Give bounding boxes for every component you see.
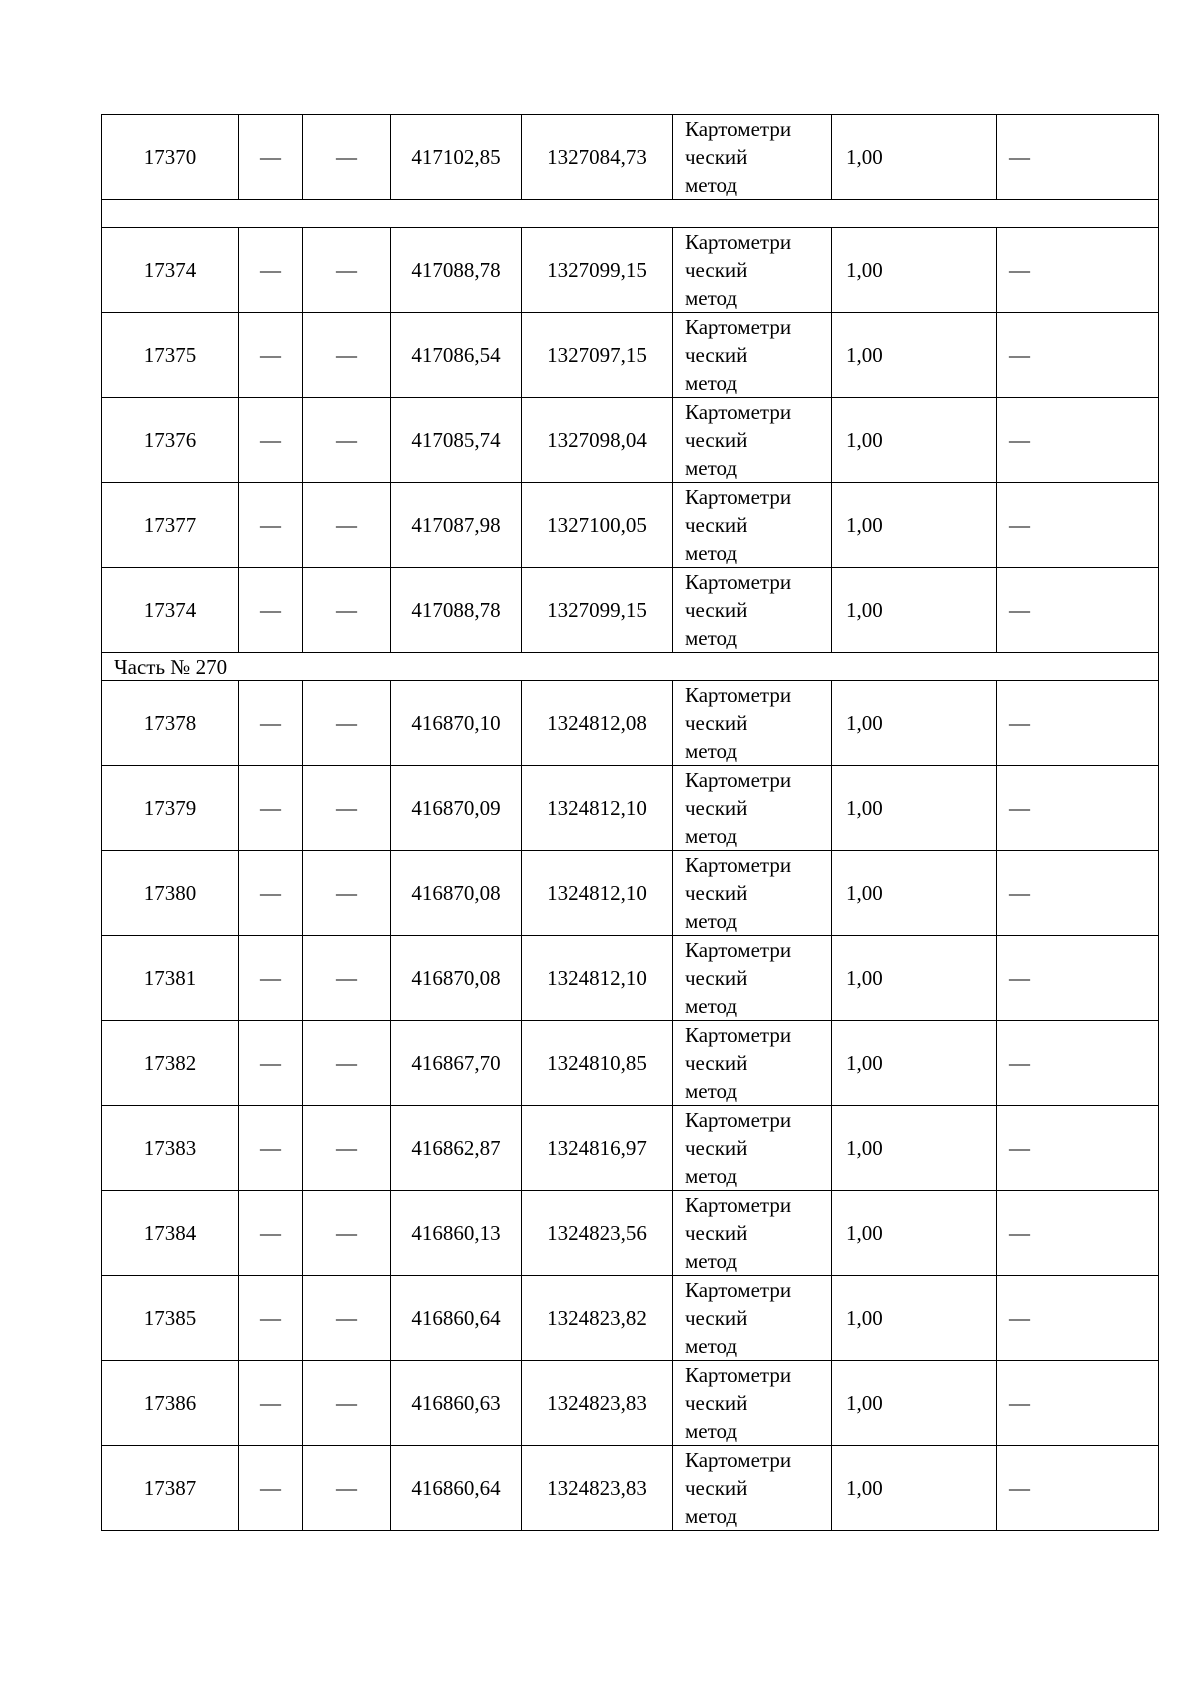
x-coordinate-cell: 417088,78 [391,568,522,653]
old-y-cell: — [303,681,391,766]
method-cell: Картометри ческий метод [673,681,832,766]
old-y-cell: — [303,851,391,936]
old-y-cell: — [303,766,391,851]
section-header-row [102,653,1159,681]
x-coordinate-cell: 416870,10 [391,681,522,766]
accuracy-cell: 1,00 [832,1191,997,1276]
x-coordinate-cell: 416860,13 [391,1191,522,1276]
point-number-cell: 17380 [102,851,239,936]
old-y-cell: — [303,1191,391,1276]
method-cell: Картометри ческий метод [673,766,832,851]
method-cell: Картометри ческий метод [673,398,832,483]
point-number-cell: 17387 [102,1446,239,1531]
description-cell: — [997,1361,1159,1446]
x-coordinate-cell: 417085,74 [391,398,522,483]
point-number-cell: 17377 [102,483,239,568]
accuracy-cell: 1,00 [832,766,997,851]
old-x-cell: — [239,115,303,200]
old-x-cell: — [239,1106,303,1191]
table-row [102,1361,1159,1446]
x-coordinate-cell: 416870,09 [391,766,522,851]
y-coordinate-cell: 1327098,04 [522,398,673,483]
method-cell: Картометри ческий метод [673,483,832,568]
description-cell: — [997,568,1159,653]
old-x-cell: — [239,228,303,313]
old-y-cell: — [303,1361,391,1446]
y-coordinate-cell: 1327099,15 [522,228,673,313]
coordinates-table [101,114,1159,1531]
x-coordinate-cell: 417087,98 [391,483,522,568]
old-y-cell: — [303,1446,391,1531]
old-y-cell: — [303,228,391,313]
table-row [102,1106,1159,1191]
method-cell: Картометри ческий метод [673,313,832,398]
method-cell: Картометри ческий метод [673,851,832,936]
accuracy-cell: 1,00 [832,115,997,200]
description-cell: — [997,1446,1159,1531]
point-number-cell: 17374 [102,568,239,653]
table-row [102,398,1159,483]
method-cell: Картометри ческий метод [673,1021,832,1106]
x-coordinate-cell: 417088,78 [391,228,522,313]
table-body [102,115,1159,1531]
x-coordinate-cell: 416860,64 [391,1276,522,1361]
x-coordinate-cell: 416870,08 [391,851,522,936]
accuracy-cell: 1,00 [832,228,997,313]
point-number-cell: 17374 [102,228,239,313]
y-coordinate-cell: 1327099,15 [522,568,673,653]
y-coordinate-cell: 1324823,82 [522,1276,673,1361]
description-cell: — [997,398,1159,483]
accuracy-cell: 1,00 [832,1276,997,1361]
accuracy-cell: 1,00 [832,1021,997,1106]
table-row [102,1021,1159,1106]
x-coordinate-cell: 416870,08 [391,936,522,1021]
description-cell: — [997,115,1159,200]
old-x-cell: — [239,936,303,1021]
x-coordinate-cell: 416860,63 [391,1361,522,1446]
x-coordinate-cell: 417086,54 [391,313,522,398]
point-number-cell: 17376 [102,398,239,483]
table-row [102,1276,1159,1361]
description-cell: — [997,1276,1159,1361]
point-number-cell: 17385 [102,1276,239,1361]
old-y-cell: — [303,1106,391,1191]
x-coordinate-cell: 417102,85 [391,115,522,200]
y-coordinate-cell: 1324812,08 [522,681,673,766]
accuracy-cell: 1,00 [832,681,997,766]
old-x-cell: — [239,1276,303,1361]
section-header-label: Часть № 270 [102,653,1159,681]
accuracy-cell: 1,00 [832,1361,997,1446]
old-x-cell: — [239,398,303,483]
old-y-cell: — [303,568,391,653]
blank-separator-cell [102,200,1159,228]
accuracy-cell: 1,00 [832,568,997,653]
method-cell: Картометри ческий метод [673,115,832,200]
table-row [102,568,1159,653]
table-row [102,766,1159,851]
description-cell: — [997,1106,1159,1191]
old-x-cell: — [239,1446,303,1531]
point-number-cell: 17370 [102,115,239,200]
method-cell: Картометри ческий метод [673,1361,832,1446]
point-number-cell: 17386 [102,1361,239,1446]
old-x-cell: — [239,1361,303,1446]
accuracy-cell: 1,00 [832,936,997,1021]
old-x-cell: — [239,313,303,398]
old-x-cell: — [239,681,303,766]
old-y-cell: — [303,1021,391,1106]
table-row [102,851,1159,936]
point-number-cell: 17384 [102,1191,239,1276]
point-number-cell: 17375 [102,313,239,398]
description-cell: — [997,681,1159,766]
description-cell: — [997,228,1159,313]
y-coordinate-cell: 1327100,05 [522,483,673,568]
y-coordinate-cell: 1324823,83 [522,1361,673,1446]
method-cell: Картометри ческий метод [673,1446,832,1531]
table-row [102,936,1159,1021]
y-coordinate-cell: 1324816,97 [522,1106,673,1191]
description-cell: — [997,936,1159,1021]
x-coordinate-cell: 416867,70 [391,1021,522,1106]
method-cell: Картометри ческий метод [673,228,832,313]
y-coordinate-cell: 1324823,56 [522,1191,673,1276]
y-coordinate-cell: 1324810,85 [522,1021,673,1106]
accuracy-cell: 1,00 [832,483,997,568]
point-number-cell: 17381 [102,936,239,1021]
table-row [102,1446,1159,1531]
table-row [102,1191,1159,1276]
x-coordinate-cell: 416860,64 [391,1446,522,1531]
old-y-cell: — [303,115,391,200]
old-x-cell: — [239,1021,303,1106]
table-row [102,115,1159,200]
point-number-cell: 17378 [102,681,239,766]
y-coordinate-cell: 1324812,10 [522,851,673,936]
old-y-cell: — [303,398,391,483]
accuracy-cell: 1,00 [832,313,997,398]
description-cell: — [997,851,1159,936]
old-x-cell: — [239,851,303,936]
table-row [102,313,1159,398]
old-x-cell: — [239,568,303,653]
point-number-cell: 17382 [102,1021,239,1106]
method-cell: Картометри ческий метод [673,1191,832,1276]
y-coordinate-cell: 1324823,83 [522,1446,673,1531]
method-cell: Картометри ческий метод [673,568,832,653]
table-row [102,228,1159,313]
description-cell: — [997,483,1159,568]
old-x-cell: — [239,1191,303,1276]
old-x-cell: — [239,483,303,568]
old-y-cell: — [303,936,391,1021]
description-cell: — [997,1021,1159,1106]
accuracy-cell: 1,00 [832,851,997,936]
y-coordinate-cell: 1324812,10 [522,766,673,851]
point-number-cell: 17383 [102,1106,239,1191]
old-x-cell: — [239,766,303,851]
description-cell: — [997,766,1159,851]
blank-separator-row [102,200,1159,228]
accuracy-cell: 1,00 [832,1446,997,1531]
table-row [102,681,1159,766]
y-coordinate-cell: 1327084,73 [522,115,673,200]
accuracy-cell: 1,00 [832,1106,997,1191]
y-coordinate-cell: 1327097,15 [522,313,673,398]
old-y-cell: — [303,313,391,398]
y-coordinate-cell: 1324812,10 [522,936,673,1021]
method-cell: Картометри ческий метод [673,1106,832,1191]
table-row [102,483,1159,568]
description-cell: — [997,1191,1159,1276]
x-coordinate-cell: 416862,87 [391,1106,522,1191]
accuracy-cell: 1,00 [832,398,997,483]
description-cell: — [997,313,1159,398]
method-cell: Картометри ческий метод [673,936,832,1021]
method-cell: Картометри ческий метод [673,1276,832,1361]
old-y-cell: — [303,1276,391,1361]
old-y-cell: — [303,483,391,568]
point-number-cell: 17379 [102,766,239,851]
